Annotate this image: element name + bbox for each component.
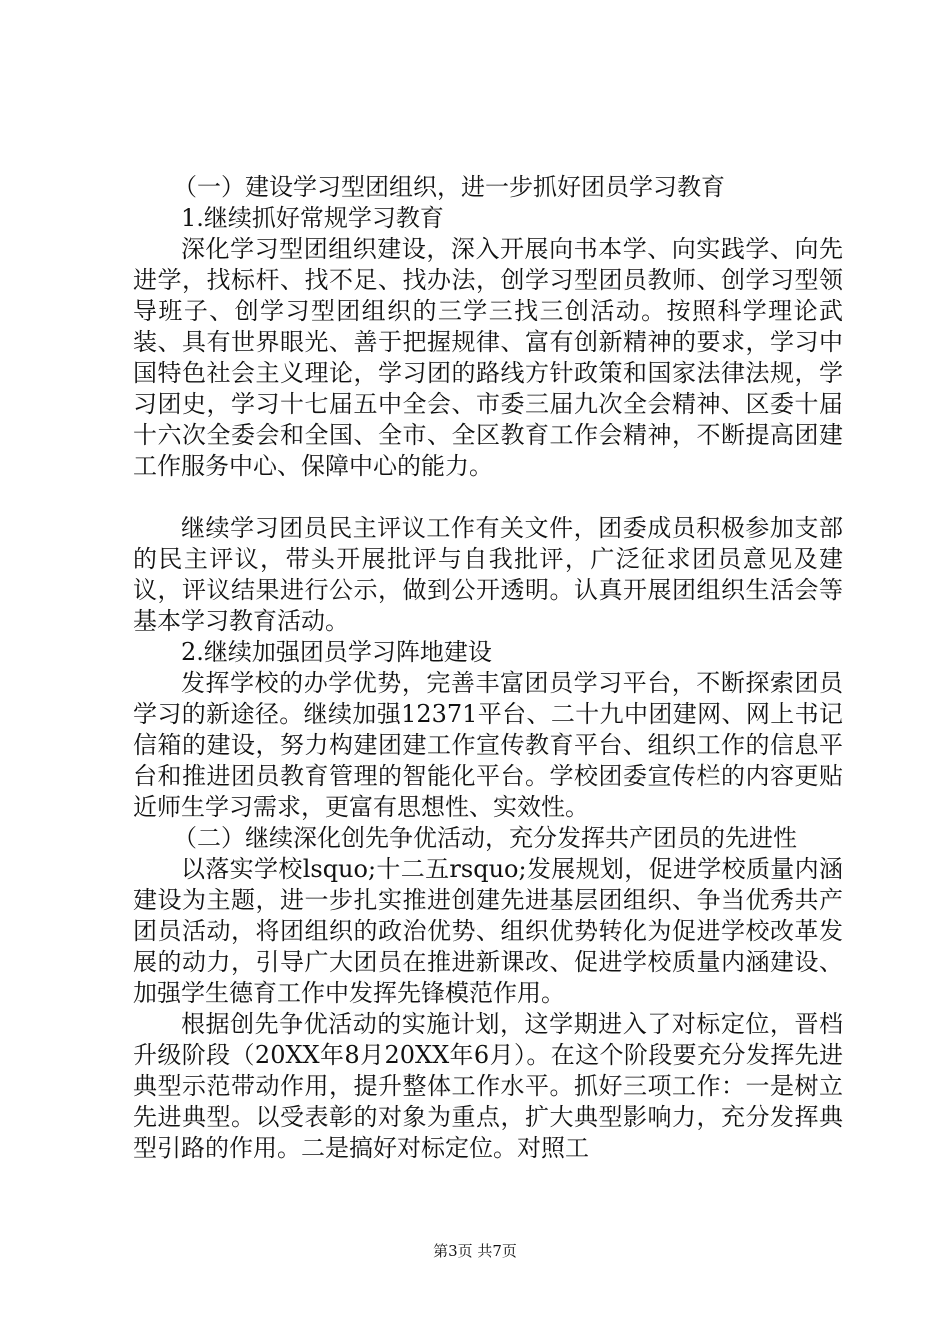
section-heading-1: （一）建设学习型团组织，进一步抓好团员学习教育 [173, 173, 725, 201]
page-footer: 第3页 共7页 [433, 1242, 517, 1260]
paragraph: 继续学习团员民主评议工作有关文件，团委成员积极参加支部的民主评议，带头开展批评与自我批评，广泛征求团员意见及建议，评议结果进行公示，做到公开透明。认真开展团组织生活会等基本学习教育活动。 [133, 514, 843, 635]
paragraph: 深化学习型团组织建设，深入开展向书本学、向实践学、向先进学，找标杆、找不足、找办法，创学习型团员教师、创学习型领导班子、创学习型团组织的三学三找三创活动。按照科学理论武装、具有世界眼光、善于把握规律、富有创新精神的要求，学习中国特色社会主义理论，学习团的路线方针政策和国家法律法规，学习团史，学习十七届五中全会、市委三届九次全会精神、区委十届十六次全委会和全国、全市、全区教育工作会精神，不断提高团建工作服务中心、保障中心的能力。 [133, 235, 843, 480]
subsection-heading-1: 1.继续抓好常规学习教育 [181, 204, 444, 232]
paragraph: 以落实学校lsquo;十二五rsquo;发展规划，促进学校质量内涵建设为主题，进一步扎实推进创建先进基层团组织、争当优秀共产团员活动，将团组织的政治优势、组织优势转化为促进学校改革发展的动力，引导广大团员在推进新课改、促进学校质量内涵建设、加强学生德育工作中发挥先锋模范作用。 [133, 855, 843, 1007]
paragraph: 根据创先争优活动的实施计划，这学期进入了对标定位，晋档升级阶段（20XX年8月20XX年6月）。在这个阶段要充分发挥先进典型示范带动作用，提升整体工作水平。抓好三项工作：一是树立先进典型。以受表彰的对象为重点，扩大典型影响力，充分发挥典型引路的作用。二是搞好对标定位。对照工 [133, 1010, 843, 1162]
subsection-heading-2: 2.继续加强团员学习阵地建设 [181, 638, 492, 666]
paragraph: 发挥学校的办学优势，完善丰富团员学习平台，不断探索团员学习的新途径。继续加强12371平台、二十九中团建网、网上书记信箱的建设，努力构建团建工作宣传教育平台、组织工作的信息平台和推进团员教育管理的智能化平台。学校团委宣传栏的内容更贴近师生学习需求，更富有思想性、实效性。 [133, 669, 843, 821]
document-body [133, 172, 843, 1164]
section-heading-2: （二）继续深化创先争优活动，充分发挥共产团员的先进性 [173, 824, 797, 852]
